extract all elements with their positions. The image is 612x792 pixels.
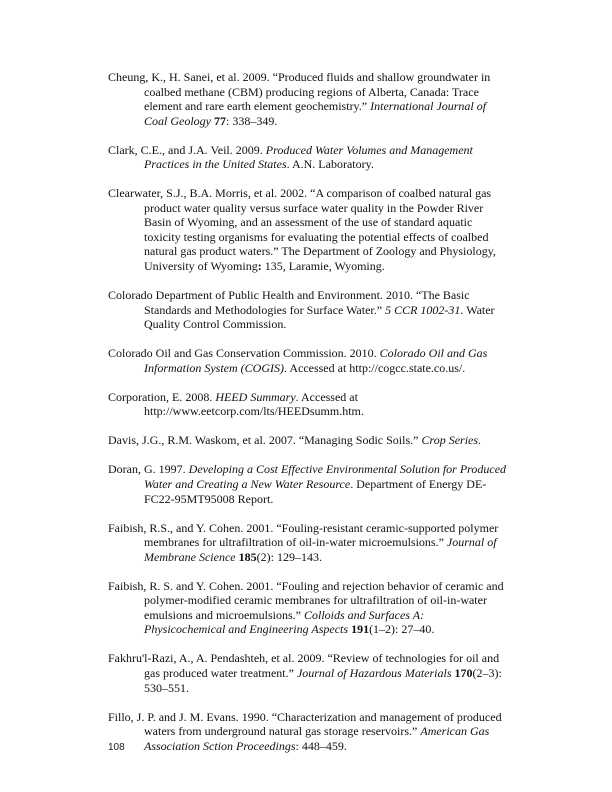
ref-source: Developing a Cost Effective Environmental Solution for Produced Water and Creating a New Water Resource xyxy=(144,462,507,491)
ref-access: . Accessed at http://cogcc.state.co.us/. xyxy=(283,360,466,375)
ref-authors: Fakhru'l-Razi, A., A. Pendashteh, et al. xyxy=(108,651,295,666)
page-number: 108 xyxy=(108,742,125,753)
ref-pages: (1–2): 27–40. xyxy=(369,622,435,637)
reference-entry xyxy=(108,462,508,506)
ref-title: “The Basic Standards and Methodologies for Surface Water.” xyxy=(144,288,470,317)
ref-authors: Faibish, R. S. and Y. Cohen. xyxy=(108,578,244,593)
ref-title: “Fouling-resistant ceramic-supported polymer membranes for ultrafiltration of oil-in-water microemulsions.” xyxy=(144,520,499,550)
reference-entry xyxy=(108,186,508,273)
ref-year: 1990. xyxy=(241,709,269,724)
reference-list xyxy=(108,70,508,768)
ref-authors: Cheung, K., H. Sanei, et al. xyxy=(108,70,240,84)
ref-authors: Clark, C.E., and J.A. Veil. xyxy=(108,142,233,157)
ref-volume: 185 xyxy=(238,549,257,564)
reference-entry xyxy=(108,70,508,128)
ref-authors: Faibish, R.S., and Y. Cohen. xyxy=(108,520,244,535)
ref-publisher: . Department of Energy DE-FC22-95MT95008 Report. xyxy=(144,476,487,506)
ref-pages: 135, Laramie, Wyoming. xyxy=(261,259,385,274)
ref-title: “A comparison of coalbed natural gas product water quality versus surface water quality in the Powder River Basin of Wyoming, and an assessment of the use of standard aquatic toxicity testing organisms for evaluating the potential effects of coalbed natural gas product waters.” The Department of Zoology and Physiology, University of Wyoming xyxy=(144,186,496,274)
ref-publisher: . A.N. Laboratory. xyxy=(286,157,374,172)
ref-year: 2010. xyxy=(349,346,377,361)
ref-year: 2002. xyxy=(280,186,308,201)
ref-source: Produced Water Volumes and Management Practices in the United States xyxy=(144,142,473,172)
ref-year: 2001. xyxy=(246,520,274,535)
ref-pages: : 448–459. xyxy=(295,738,347,753)
reference-entry xyxy=(108,651,508,695)
reference-entry xyxy=(108,346,508,375)
ref-authors: Colorado Oil and Gas Conservation Commission. xyxy=(108,346,347,361)
ref-source: Colorado Oil and Gas Information System (COGIS) xyxy=(144,346,488,375)
ref-volume: 191 xyxy=(351,622,370,637)
ref-authors: Colorado Department of Public Health and Environment. xyxy=(108,288,383,303)
ref-year: 2001. xyxy=(246,578,274,593)
ref-volume: 170 xyxy=(454,665,473,680)
ref-title: “Review of technologies for oil and gas produced water treatment.” xyxy=(144,651,500,680)
ref-source: 5 CCR 1002-31 xyxy=(385,302,461,317)
reference-entry xyxy=(108,521,508,565)
ref-access: . Accessed at http://www.eetcorp.com/lts/HEEDsumm.htm. xyxy=(144,389,364,419)
ref-source: Journal of Membrane Science xyxy=(144,535,497,564)
ref-authors: Davis, J.G., R.M. Waskom, et al. xyxy=(108,433,266,448)
ref-year: 2008. xyxy=(185,389,213,404)
ref-source: HEED Summary xyxy=(215,389,296,404)
reference-entry xyxy=(108,710,508,754)
ref-source: Crop Series xyxy=(421,433,479,448)
ref-authors: Corporation, E. xyxy=(108,389,183,404)
ref-colon: : xyxy=(257,259,262,274)
ref-pages: (2–3): 530–551. xyxy=(144,665,502,695)
ref-year: 2009. xyxy=(235,142,263,157)
ref-year: 2009. xyxy=(242,70,270,84)
ref-title: “Fouling and rejection behavior of ceramic and polymer-modified ceramic membranes for ultrafiltration of oil-in-water emulsions and microemulsions.” xyxy=(144,578,504,622)
ref-source: Journal of Hazardous Materials xyxy=(296,665,452,680)
ref-year: 2010. xyxy=(385,288,413,303)
ref-authors: Doran, G. xyxy=(108,462,156,477)
ref-title: “Characterization and management of produced waters from underground natural gas storage reservoirs.” xyxy=(144,709,502,739)
ref-authors: Clearwater, S.J., B.A. Morris, et al. xyxy=(108,186,278,201)
ref-title: “Managing Sodic Soils.” xyxy=(298,433,419,448)
ref-end: . xyxy=(478,433,482,448)
reference-entry xyxy=(108,433,508,448)
ref-source: Colloids and Surfaces A: Physicochemical and Engineering Aspects xyxy=(144,607,425,637)
ref-pages: (2): 129–143. xyxy=(256,549,322,564)
ref-year: 1997. xyxy=(158,462,186,477)
reference-entry xyxy=(108,288,508,332)
ref-source: International Journal of Coal Geology xyxy=(144,99,487,128)
reference-entry xyxy=(108,143,508,172)
reference-entry xyxy=(108,579,508,637)
reference-entry xyxy=(108,390,508,419)
ref-volume: 77 xyxy=(214,113,226,128)
ref-title: “Produced fluids and shallow groundwater in coalbed methane (CBM) producing regions of Alberta, Canada: Trace element and rare earth element geochemistry.” xyxy=(144,70,491,114)
ref-year: 2009. xyxy=(297,651,325,666)
ref-pages: : 338–349. xyxy=(226,113,278,128)
ref-publisher: . Water Quality Control Commission. xyxy=(144,302,495,332)
ref-source: American Gas Association Sction Proceedings xyxy=(144,724,490,753)
ref-year: 2007. xyxy=(268,433,296,448)
ref-authors: Fillo, J. P. and J. M. Evans. xyxy=(108,709,239,724)
